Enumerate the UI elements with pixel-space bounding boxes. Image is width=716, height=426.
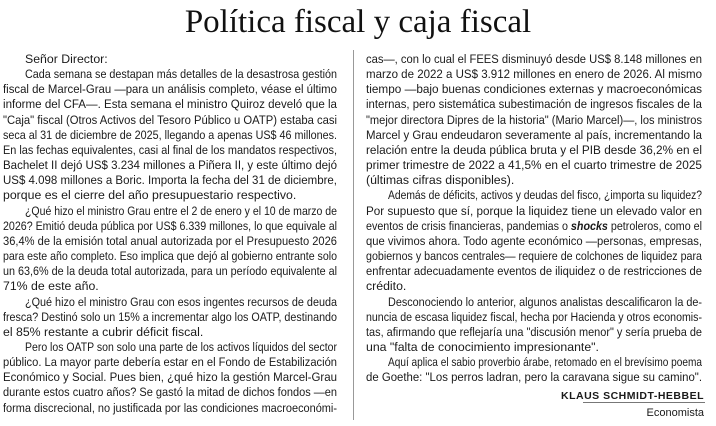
paragraph (366, 355, 702, 385)
text-line: de Goethe: "Los perros ladran, pero la caravana sigue su camino". (366, 370, 702, 385)
text-line: gobiernos y bancos centrales— requiere de colchones de liquidez para (366, 249, 702, 264)
text-line: fresca? Destinó solo un 15% a incrementar algo los OATP, destinando (3, 309, 337, 324)
text-line: Aquí aplica el sabio proverbio árabe, retomado en el brevísimo poema (388, 355, 702, 370)
text-line: US$ 4.098 millones a Boric. Importa la fecha del 31 de diciembre, (3, 173, 337, 188)
text-line: cas—, con lo cual el FEES disminuyó desde US$ 8.148 millones en (366, 52, 702, 66)
text-line: fiscal de Marcel-Grau —para un análisis completo, véase el último (3, 82, 337, 97)
text-line: el 85% restante a cubrir déficit fiscal. (3, 324, 204, 339)
text-line: internas, pero sistemática subestimación de ingresos fiscales de la (366, 97, 702, 112)
text-segment: petroleros, como el (607, 218, 702, 233)
text-line: Por supuesto que sí, porque la liquidez tiene un elevado valor en (366, 203, 702, 218)
paragraph (3, 204, 337, 295)
text-line: ¿Qué hizo el ministro Grau entre el 2 de enero y el 10 de marzo de (25, 203, 337, 218)
text-line: forma discrecional, no justificada por las condiciones macroeconómi- (3, 400, 337, 415)
paragraph (366, 188, 702, 294)
text-line: tas, afirmando que reflejaría una "discusión menor" y sería prueba de (366, 324, 702, 339)
text-line: un 63,6% de la deuda total autorizada, para un período equivalente al (3, 264, 337, 279)
left-column (3, 52, 337, 416)
text-line: porque es el cierre del año presupuestario respectivo. (3, 188, 297, 203)
text-line: Económico y Social. Pues bien, ¿qué hizo la gestión Marcel-Grau (3, 370, 337, 385)
text-line: tiempo —bajo buenas condiciones externas y macroeconómicas (366, 82, 702, 97)
text-line: Marcel y Grau endeudaron severamente al país, incrementando la (366, 127, 702, 142)
text-line: marzo de 2022 a US$ 3.912 millones en enero de 2026. Al mismo (366, 67, 702, 82)
text-line: que vivimos ahora. Todo agente económico —personas, empresas, (366, 233, 702, 248)
text-line: ¿Qué hizo el ministro Grau con esos ingentes recursos de deuda (25, 294, 337, 309)
paragraph (3, 67, 337, 203)
text-line: una "falta de conocimiento impresionante". (366, 339, 599, 354)
text-line: para este año completo. Eso implica que dejó al gobierno entrante solo (3, 249, 337, 264)
text-line: público. La mayor parte debería estar en el Fondo de Estabilización (3, 355, 337, 370)
text-line: relación entre la deuda pública bruta y el PIB desde 36,2% en el (366, 142, 702, 157)
text-line: 2026? Emitió deuda pública por US$ 6.339 millones, lo que equivale al (3, 218, 337, 233)
text-line: Pero los OATP son solo una parte de los activos líquidos del sector (25, 339, 337, 354)
paragraph (3, 340, 337, 416)
author-name: KLAUS SCHMIDT-HEBBEL (561, 390, 704, 402)
text-line: enfrentar adecuadamente eventos de iliquidez o de restricciones de (366, 264, 702, 279)
text-line: primer trimestre de 2022 a 41,5% en el cuarto trimestre de 2025 (366, 158, 702, 173)
text-line: 71% de este año. (3, 279, 99, 294)
text-line: En las fechas equivalentes, casi al final de los mandatos respectivos, (3, 142, 337, 157)
text-line: Bachelet II dejó US$ 3.234 millones a Piñera II, y este último dejó (3, 158, 337, 173)
headline: Política fiscal y caja fiscal (184, 4, 532, 40)
text-line: 36,4% de la emisión total anual autorizada por el Presupuesto 2026 (3, 233, 337, 248)
text-line: crédito. (366, 279, 407, 294)
text-line: Desconociendo lo anterior, algunos analistas descalificaron la de- (388, 294, 702, 309)
text-line: Además de déficits, activos y deudas del fisco, ¿importa su liquidez? (388, 188, 702, 203)
column-divider (353, 50, 354, 420)
text-line: nuncia de escasa liquidez fiscal, hecha por Hacienda y otros economis- (366, 309, 702, 324)
text-line: "mejor directora Dipres de la historia" (Mario Marcel)—, los ministros (366, 112, 702, 127)
text-segment: eventos de crisis financieras, pandemias o (366, 218, 571, 233)
text-line: durante estos cuatro años? Se gastó la mitad de dichos fondos —en (3, 385, 337, 400)
text-line (366, 219, 702, 234)
text-line: "Caja" fiscal (Otros Activos del Tesoro Público u OATP) estaba casi (3, 112, 337, 127)
author-role: Economista (646, 407, 704, 419)
text-line: Cada semana se destapan más detalles de la desastrosa gestión (25, 67, 337, 82)
paragraph (366, 52, 702, 188)
text-line: informe del CFA—. Esta semana el ministro Quiroz develó que la (3, 97, 337, 112)
paragraph (3, 295, 337, 340)
right-column (366, 52, 702, 385)
text-line: (últimas cifras disponibles). (366, 173, 515, 188)
paragraph (366, 295, 702, 356)
text-line: seca al 31 de diciembre de 2025, llegando a apenas US$ 46 millones. (3, 127, 337, 142)
paragraph (3, 52, 337, 67)
signature (561, 389, 704, 420)
text-line: Señor Director: (25, 52, 108, 66)
emphasis-text: shocks (570, 218, 608, 233)
